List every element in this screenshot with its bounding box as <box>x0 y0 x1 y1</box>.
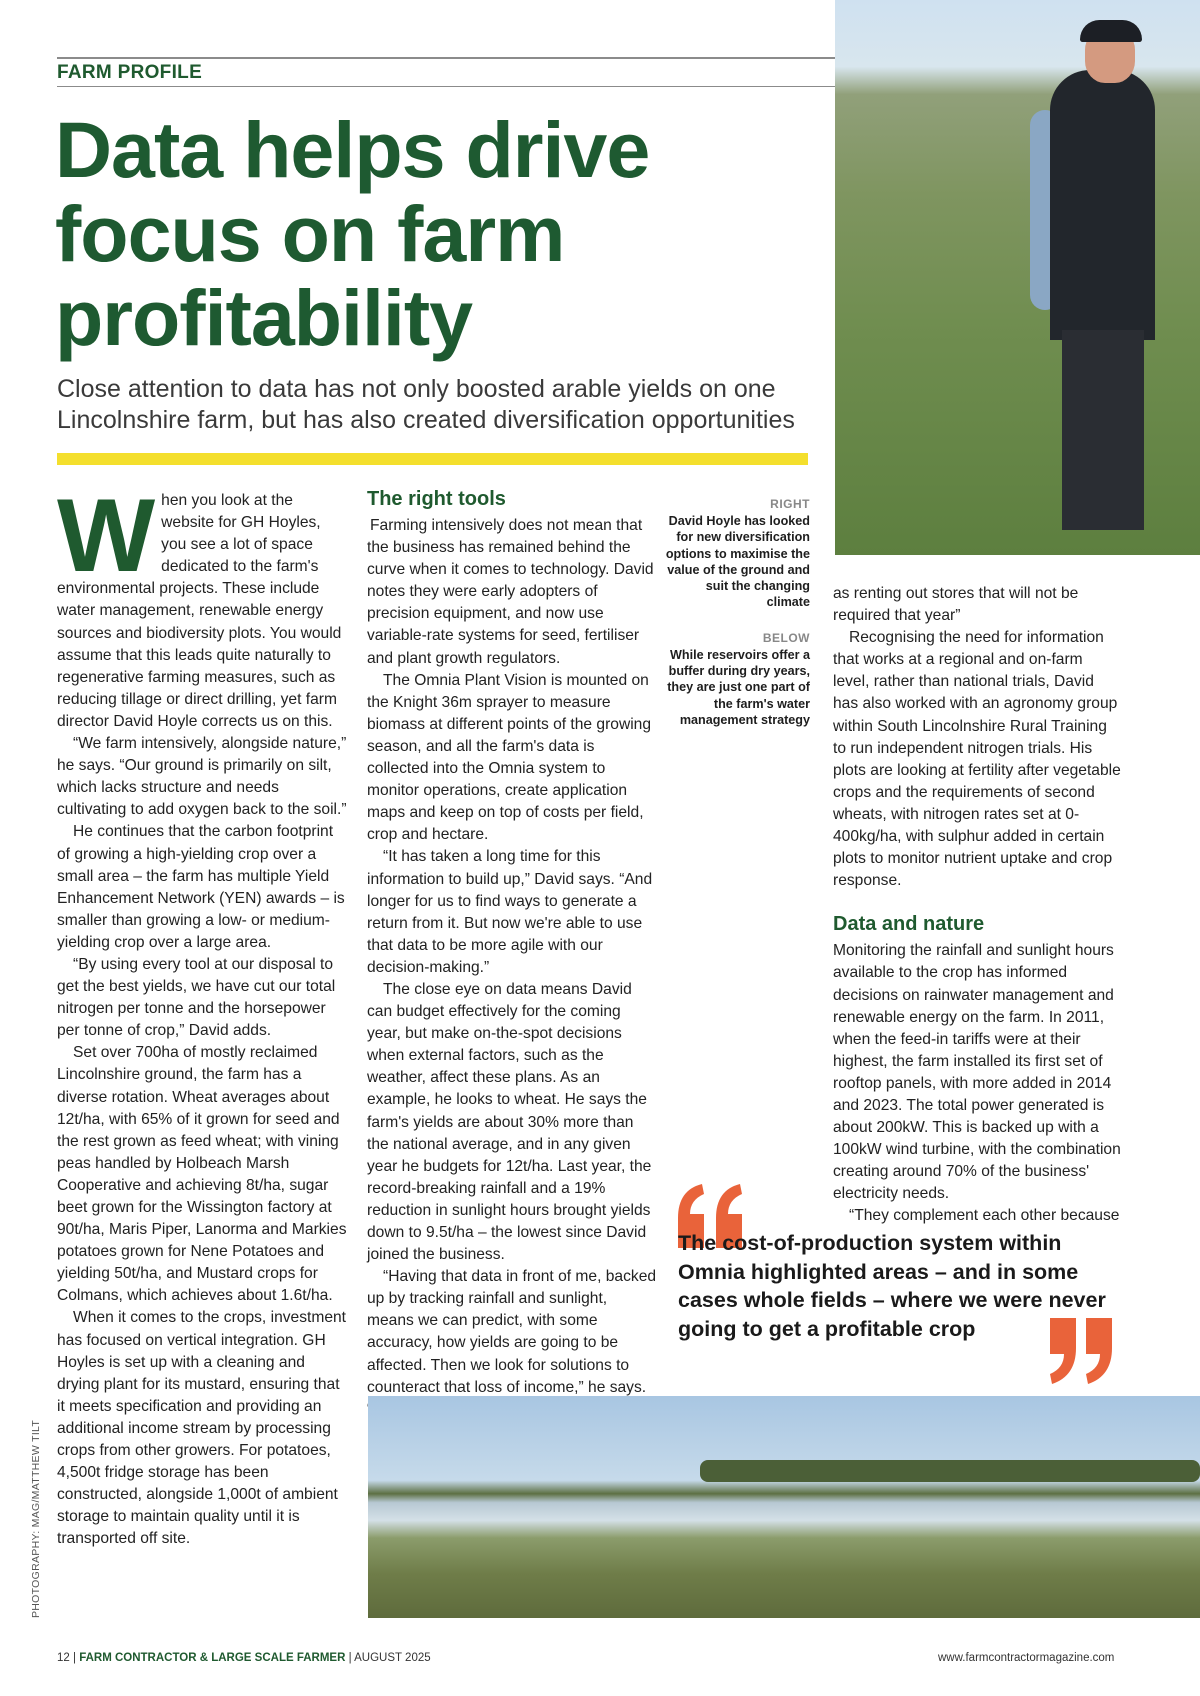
subheading-data-nature: Data and nature <box>833 913 985 936</box>
reservoir-photo-treeline <box>700 1460 1200 1482</box>
paragraph: “We farm intensively, alongside nature,” he says. “Our ground is primarily on silt, which lacks structure and needs cultivating to add oxygen back to the soil.” <box>57 735 347 819</box>
subheading-right-tools: The right tools <box>367 488 506 510</box>
yellow-divider <box>57 453 808 465</box>
publication-name: FARM CONTRACTOR & LARGE SCALE FARMER <box>79 1652 346 1664</box>
paragraph: He continues that the carbon footprint of growing a high-yielding crop over a small area – the farm has multiple Yield Enhancement Network (YEN) awards – is smaller than growing a low- or medium-yielding crop over a large area. <box>57 823 345 951</box>
paragraph: Recognising the need for information that works at a regional and on-farm level, rather than national trials, David has also worked with an agronomy group within South Lincolnshire Rural Training to run independent nitrogen trials. His plots are looking at fertility after vegetable crops and the requirements of second wheats, with nitrogen rates set at 0-400kg/ha, with sulphur added in certain plots to monitor nutrient uptake and crop response. <box>833 629 1121 890</box>
photo-captions <box>664 497 810 748</box>
headline: Data helps drive focus on farm profitability <box>55 105 650 362</box>
paragraph: hen you look at the website for GH Hoyles, you see a lot of space dedicated to the farm's environmental projects. These include water management, renewable energy sources and biodiversity plots. You would assume that this leads quite naturally to regenerative farming measures, such as reducing tillage or direct drilling, yet farm director David Hoyle corrects us on this. <box>57 492 342 730</box>
farmer-photo-cap <box>1080 20 1142 42</box>
paragraph: as renting out stores that will not be required that year” <box>833 585 1079 625</box>
paragraph: Set over 700ha of mostly reclaimed Lincolnshire ground, the farm has a diverse rotation. Wheat averages about 12t/ha, with 65% of it grown for seed and the rest grown as feed wheat; with vining peas handled by Holbeach Marsh Cooperative and achieving 8t/ha, sugar beet grown for the Wissington factory at 90t/ha, Maris Piper, Lanorma and Markies potatoes grown for Nene Potatoes and yielding 50t/ha, and Mustard crops for Colmans, which achieves about 1.6t/ha. <box>57 1044 347 1305</box>
paragraph: The close eye on data means David can budget effectively for the coming year, but make on-the-spot decisions when external factors, such as the weather, affect these plans. As an example, he looks to wheat. He says the farm's yields are about 30% more than the national average, and in any given year he budgets for 12t/ha. Last year, the record-breaking rainfall and a 19% reduction in sunlight hours brought yields down to 9.5t/ha – the lowest since David joined the business. <box>367 980 652 1264</box>
paragraph: “By using every tool at our disposal to get the best yields, we have cut our total nitrogen per tonne and the horsepower per tonne of crop,” David adds. <box>57 955 336 1040</box>
article-column-2 <box>367 487 657 1421</box>
caption-text-below: While reservoirs offer a buffer during dry years, they are just one part of the farm's water management strategy <box>667 647 810 727</box>
paragraph: “It has taken a long time for this information to build up,” David says. “And longer for us to find ways to generate a return from it. But now we're able to use that data to be more agile with our decision-making.” <box>367 848 653 976</box>
section-label: FARM PROFILE <box>57 62 203 83</box>
photo-credit: PHOTOGRAPHY: MAG/MATTHEW TILT <box>30 1419 42 1618</box>
standfirst: Close attention to data has not only boosted arable yields on one Lincolnshire farm, but has also created diversification opportunities <box>57 375 795 434</box>
top-rule <box>57 57 835 59</box>
farmer-photo-figure <box>1050 70 1155 340</box>
close-quote-icon <box>1038 1312 1118 1392</box>
pull-quote: The cost-of-production system within Omnia highlighted areas – and in some cases whole fields – where we were never going to get a profitable crop <box>678 1231 1106 1341</box>
paragraph: “Having that data in front of me, backed up by tracking rainfall and sunlight, means we can predict, with some accuracy, how yields are going to be affected. Then we look for solutions to counteract that loss of income,” he says. <box>367 1268 657 1396</box>
article-column-1 <box>57 478 347 1551</box>
caption-text-right: David Hoyle has looked for new diversification options to maximise the value of the ground and suit the changing climate <box>665 514 810 610</box>
paragraph: When it comes to the crops, investment has focused on vertical integration. GH Hoyles is set up with a cleaning and drying plant for its mustard, ensuring that it meets specification and providing an additional income stream by processing crops from other growers. For potatoes, 4,500t fridge storage has been constructed, alongside 1,000t of ambient storage to maintain quality until it is transported off site. <box>57 1309 347 1548</box>
reservoir-photo <box>368 1396 1200 1618</box>
paragraph: The Omnia Plant Vision is mounted on the Knight 36m sprayer to measure biomass at different points of the growing season, and all the farm's data is collected into the Omnia system to monitor operations, create application maps and keep on top of costs per field, crop and hectare. <box>367 671 652 844</box>
section-rule <box>57 86 835 87</box>
caption-label-below: BELOW <box>762 630 810 645</box>
paragraph: Monitoring the rainfall and sunlight hours available to the crop has informed decisions on rainwater management and renewable energy on the farm. In 2011, when the feed-in tariffs were at their highest, the farm installed its first set of rooftop panels, with more added in 2014 and 2023. The total power generated is about 200kW. This is backed up with a 100kW wind turbine, with the combination creating around 70% of the business' electricity needs. <box>833 942 1121 1203</box>
paragraph: Farming intensively does not mean that the business has remained behind the curve when it comes to technology. David notes they were early adopters of precision equipment, and now use variable-rate systems for seed, fertiliser and plant growth regulators. <box>367 517 654 667</box>
article-column-3 <box>833 583 1123 1228</box>
farmer-photo-legs <box>1062 330 1144 530</box>
drop-cap: W <box>57 478 156 594</box>
paragraph: “They complement each other because <box>849 1207 1120 1225</box>
page-number: 12 <box>57 1652 70 1664</box>
footer-left: 12 | FARM CONTRACTOR & LARGE SCALE FARMER | AUGUST 2025 <box>57 1652 431 1664</box>
footer-url[interactable]: www.farmcontractormagazine.com <box>938 1652 1115 1664</box>
issue-date: AUGUST 2025 <box>354 1652 431 1664</box>
caption-label-right: RIGHT <box>770 497 810 511</box>
